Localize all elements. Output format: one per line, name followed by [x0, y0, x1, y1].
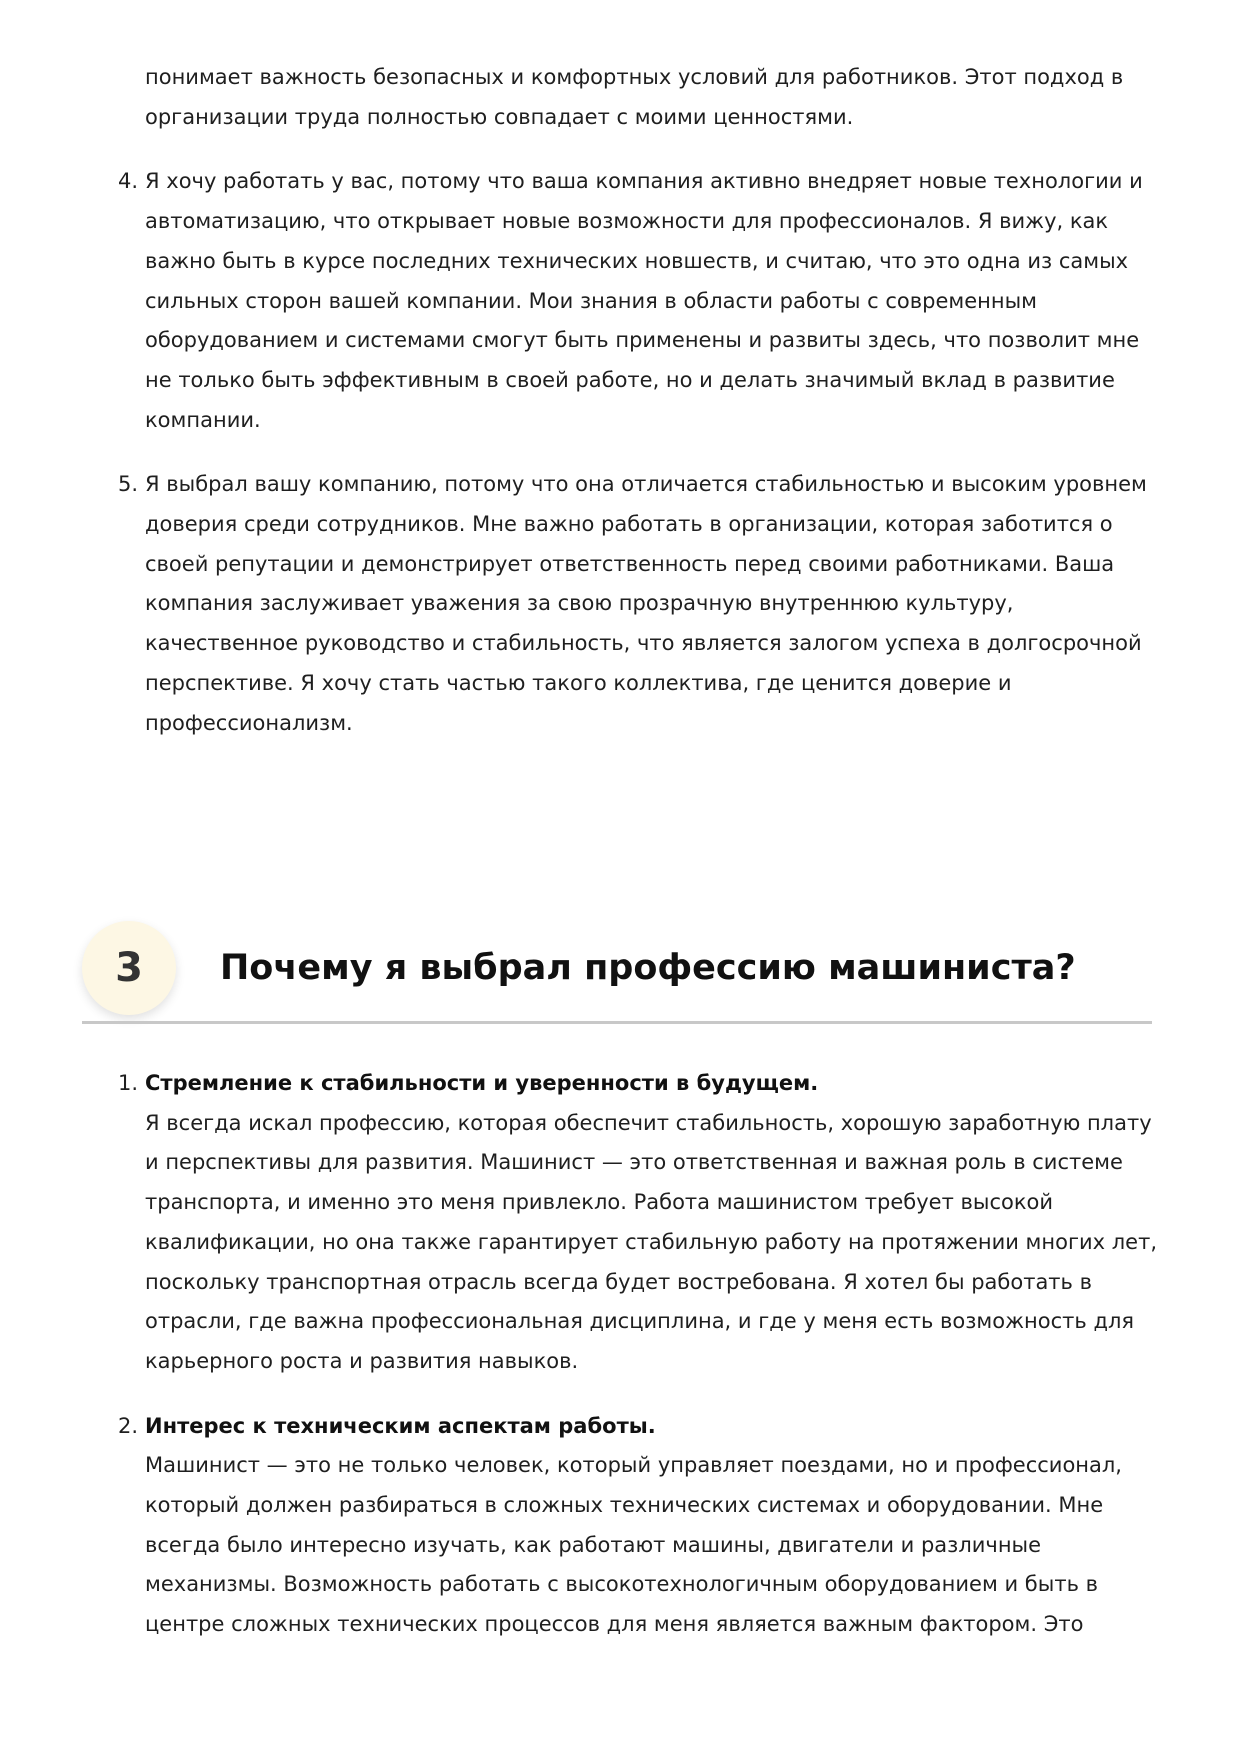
section-divider	[82, 1021, 1152, 1024]
list-item	[118, 1064, 1158, 1382]
item-number: 4.	[118, 169, 139, 194]
item-number: 1.	[118, 1071, 139, 1095]
list-item	[118, 465, 1158, 743]
list-item	[118, 1407, 1158, 1645]
item-number: 5.	[118, 472, 139, 497]
item-text: Машинист — это не только человек, который управляет поездами, но и профессионал, который должен разбираться в сложных технических системах и оборудовании. Мне всегда было интересно изучать, как работают машины, двигатели и различные механизмы. Возможность работать с высокотехнологичным оборудованием и быть в центре сложных технических процессов для меня является важным фактором. Это	[145, 1453, 1122, 1637]
item-text: Я хочу работать у вас, потому что ваша компания активно внедряет новые технологии и автоматизацию, что открывает новые возможности для профессионалов. Я вижу, как важно быть в курсе последних технических новшеств, и считаю, что это одна из самых сильных сторон вашей компании. Мои знания в области работы с современным оборудованием и системами смогут быть применены и развиты здесь, что позволит мне не только быть эффективным в своей работе, но и делать значимый вклад в развитие компании.	[145, 169, 1143, 432]
continuation-paragraph: понимает важность безопасных и комфортных условий для работников. Этот подход в организации труда полностью совпадает с моими ценностями.	[145, 65, 1124, 129]
reasons-list	[118, 58, 1158, 768]
item-title: Интерес к техническим аспектам работы.	[145, 1413, 656, 1438]
item-title: Стремление к стабильности и уверенности в будущем.	[145, 1071, 819, 1095]
item-text: Я выбрал вашу компанию, потому что она отличается стабильностью и высоким уровнем доверия среди сотрудников. Мне важно работать в организации, которая заботится о своей репутации и демонстрирует ответственность перед своими работниками. Ваша компания заслуживает уважения за свою прозрачную внутреннюю культуру, качественное руководство и стабильность, что является залогом успеха в долгосрочной перспективе. Я хочу стать частью такого коллектива, где ценится доверие и профессионализм.	[145, 472, 1147, 735]
section-title: Почему я выбрал профессию машиниста?	[220, 948, 1076, 988]
item-text: Я всегда искал профессию, которая обеспечит стабильность, хорошую заработную плату и перспективы для развития. Машинист — это ответственная и важная роль в системе транспорта, и именно это меня привлекло. Работа машинистом требует высокой квалификации, но она также гарантирует стабильную работу на протяжении многих лет, поскольку транспортная отрасль всегда будет востребована. Я хотел бы работать в отрасли, где важна профессиональная дисциплина, и где у меня есть возможность для карьерного роста и развития навыков.	[145, 1110, 1157, 1373]
section-list	[118, 1064, 1158, 1670]
item-number: 2.	[118, 1413, 139, 1438]
list-item	[118, 162, 1158, 440]
section-number-badge: 3	[82, 921, 176, 1015]
